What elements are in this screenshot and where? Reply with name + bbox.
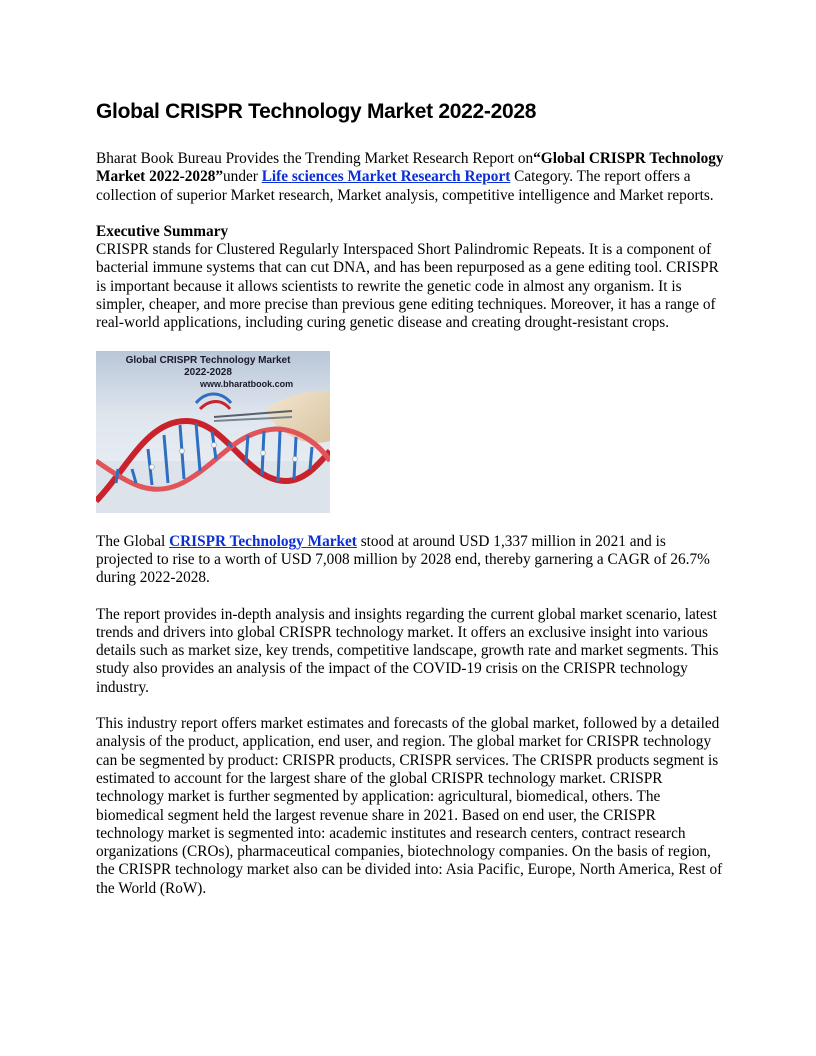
executive-summary [96, 223, 726, 333]
banner-title-line2: 2022-2028 [184, 366, 232, 378]
market-prefix: The Global [96, 532, 170, 550]
banner-title [108, 355, 308, 379]
executive-summary-body: CRISPR stands for Clustered Regularly Interspaced Short Palindromic Repeats. It is a component of bacterial immune systems that can cut DNA, and has been repurposed as a gene editing tool. CRISPR is important because it allows scientists to rewrite the genetic code in almost any organism. It is simpler, cheaper, and more precise than previous gene editing techniques. Moreover, it has a range of real-world applications, including curing genetic disease and creating drought-resistant crops. [96, 241, 719, 332]
banner-title-line1: Global CRISPR Technology Market [125, 354, 291, 366]
banner-url: www.bharatbook.com [200, 378, 294, 389]
intro-paragraph [96, 150, 726, 205]
report-name: “Global CRISPR Technology Market 2022-2028” [96, 150, 724, 186]
market-paragraph [96, 533, 726, 588]
executive-summary-heading: Executive Summary [96, 222, 229, 240]
document-page [96, 96, 726, 898]
intro-under: under [223, 168, 262, 186]
banner-image [96, 351, 330, 513]
crispr-market-link[interactable]: CRISPR Technology Market [169, 532, 357, 550]
intro-prefix: Bharat Book Bureau Provides the Trending Market Research Report on [96, 150, 534, 167]
intro-suffix: Category. The report offers a collection of superior Market research, Market analysis, competitive intelligence and Market reports. [96, 168, 714, 204]
market-suffix: stood at around USD 1,337 million in 2021 and is projected to rise to a worth of USD 7,008 million by 2028 end, thereby garnering a CAGR of 26.7% during 2022-2028. [96, 532, 710, 587]
analysis-paragraph: The report provides in-depth analysis and insights regarding the current global market scenario, latest trends and drivers into global CRISPR technology market. It offers an exclusive insight into various details such as market size, key trends, competitive landscape, growth rate and market segments. This study also provides an analysis of the impact of the COVID-19 crisis on the CRISPR technology industry. [96, 605, 719, 696]
category-link[interactable]: Life sciences Market Research Report [261, 168, 511, 186]
segment-paragraph: This industry report offers market estimates and forecasts of the global market, followed by a detailed analysis of the product, application, end user, and region. The global market for CRISPR technology can be segmented by product: CRISPR products, CRISPR services. The CRISPR products segment is estimated to account for the largest share of the global CRISPR technology market. CRISPR technology market is further segmented by application: agricultural, biomedical, others. The biomedical segment held the largest revenue share in 2021. Based on end user, the CRISPR technology market is segmented into: academic institutes and research centers, contract research organizations (CROs), pharmaceutical companies, biotechnology companies. On the basis of region, the CRISPR technology market also can be divided into: Asia Pacific, Europe, North America, Rest of the World (RoW). [96, 715, 723, 897]
page-title: Global CRISPR Technology Market 2022-2028 [96, 100, 537, 123]
